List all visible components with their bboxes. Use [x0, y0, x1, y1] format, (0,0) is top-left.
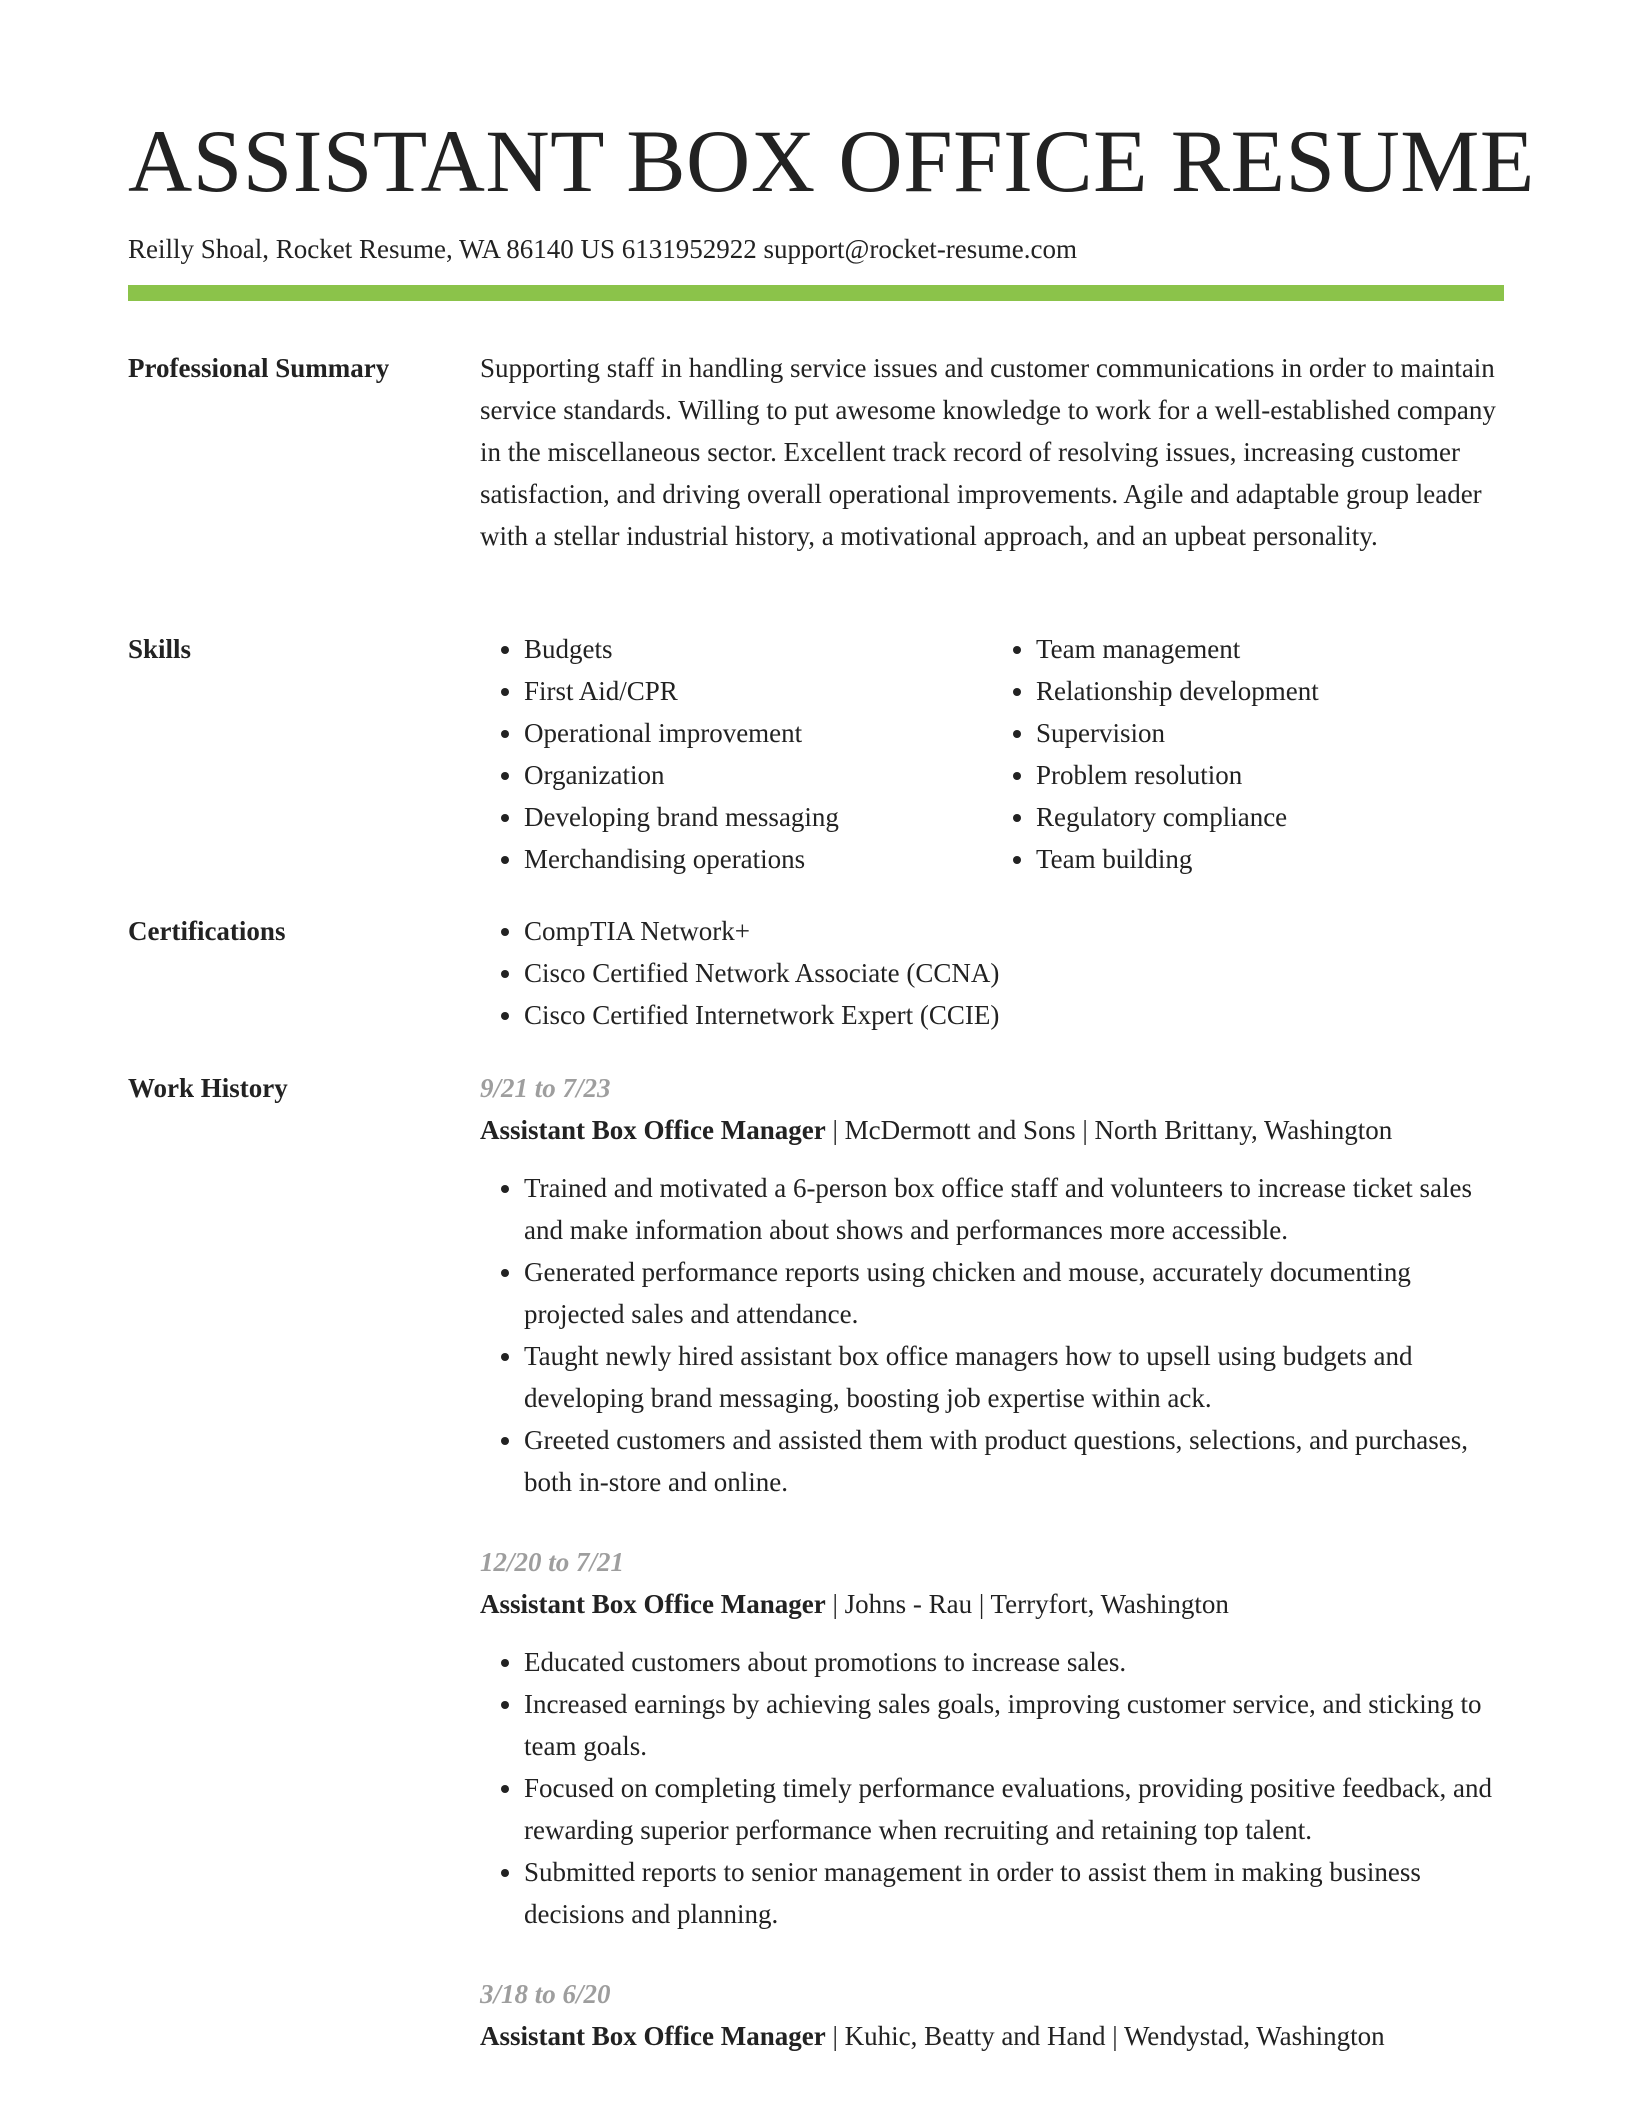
skills-list-right — [992, 628, 1504, 880]
job-title: Assistant Box Office Manager — [480, 2021, 826, 2051]
job-title: Assistant Box Office Manager — [480, 1115, 826, 1145]
job-bullet: • Greeted customers and assisted them with product questions, selections, and purchases, both in-store and online. — [524, 1419, 1504, 1503]
certifications-body — [480, 910, 1504, 1036]
skills-body — [480, 628, 1504, 880]
job-bullets — [480, 1167, 1504, 1503]
summary-body — [480, 347, 1504, 557]
work-history-body — [480, 1067, 1504, 2095]
resume-title: ASSISTANT BOX OFFICE RESUME — [128, 113, 1535, 211]
job-bullet: • Increased earnings by achieving sales goals, improving customer service, and sticking to team goals. — [524, 1683, 1504, 1767]
skill-item: • Supervision — [1036, 712, 1504, 754]
skill-item: • Problem resolution — [1036, 754, 1504, 796]
certification-item: • Cisco Certified Internetwork Expert (CCIE) — [524, 994, 1504, 1036]
job-bullet: • Educated customers about promotions to increase sales. — [524, 1641, 1504, 1683]
skill-item: • Merchandising operations — [524, 838, 992, 880]
accent-divider — [128, 285, 1504, 301]
section-label-skills: Skills — [128, 634, 192, 664]
job-heading — [480, 1109, 1504, 1151]
skill-item: • Team management — [1036, 628, 1504, 670]
section-label-summary: Professional Summary — [128, 353, 390, 383]
job-details: | Kuhic, Beatty and Hand | Wendystad, Washington — [825, 2021, 1385, 2051]
skill-item: • Budgets — [524, 628, 992, 670]
certification-item: • Cisco Certified Network Associate (CCNA) — [524, 952, 1504, 994]
job-bullet: • Trained and motivated a 6-person box office staff and volunteers to increase ticket sales and make information about shows and performances more accessible. — [524, 1167, 1504, 1251]
job-details: | McDermott and Sons | North Brittany, Washington — [825, 1115, 1393, 1145]
skill-item: • Regulatory compliance — [1036, 796, 1504, 838]
job-bullets — [480, 1641, 1504, 1935]
job-bullet: • Submitted reports to senior management in order to assist them in making business decisions and planning. — [524, 1851, 1504, 1935]
certification-item: • CompTIA Network+ — [524, 910, 1504, 952]
skill-item: • Relationship development — [1036, 670, 1504, 712]
job-title: Assistant Box Office Manager — [480, 1589, 826, 1619]
contact-info: Reilly Shoal, Rocket Resume, WA 86140 US 6131952922 support@rocket-resume.com — [128, 234, 1078, 264]
section-label-work-history: Work History — [128, 1073, 288, 1103]
job-entry — [480, 1973, 1504, 2057]
job-bullet: • Focused on completing timely performance evaluations, providing positive feedback, and rewarding superior performance when recruiting and retaining top talent. — [524, 1767, 1504, 1851]
skill-item: • First Aid/CPR — [524, 670, 992, 712]
skill-item: • Organization — [524, 754, 992, 796]
skill-item: • Team building — [1036, 838, 1504, 880]
summary-text: Supporting staff in handling service issues and customer communications in order to maintain service standards. Willing to put awesome knowledge to work for a well-established company in the miscellaneous sector. Excellent track record of resolving issues, increasing customer satisfaction, and driving overall operational improvements. Agile and adaptable group leader with a stellar industrial history, a motivational approach, and an upbeat personality. — [480, 353, 1496, 551]
job-dates: 12/20 to 7/21 — [480, 1547, 625, 1577]
skills-list-left — [480, 628, 992, 880]
skill-item: • Operational improvement — [524, 712, 992, 754]
job-dates: 9/21 to 7/23 — [480, 1073, 611, 1103]
job-entry — [480, 1067, 1504, 1503]
certifications-list — [480, 910, 1504, 1036]
job-bullet: • Taught newly hired assistant box office managers how to upsell using budgets and developing brand messaging, boosting job expertise within ack. — [524, 1335, 1504, 1419]
skill-item: • Developing brand messaging — [524, 796, 992, 838]
job-entry — [480, 1541, 1504, 1935]
section-label-certifications: Certifications — [128, 916, 286, 946]
job-bullet: • Generated performance reports using chicken and mouse, accurately documenting projected sales and attendance. — [524, 1251, 1504, 1335]
job-heading — [480, 2015, 1504, 2057]
job-heading — [480, 1583, 1504, 1625]
job-details: | Johns - Rau | Terryfort, Washington — [825, 1589, 1229, 1619]
job-dates: 3/18 to 6/20 — [480, 1979, 611, 2009]
